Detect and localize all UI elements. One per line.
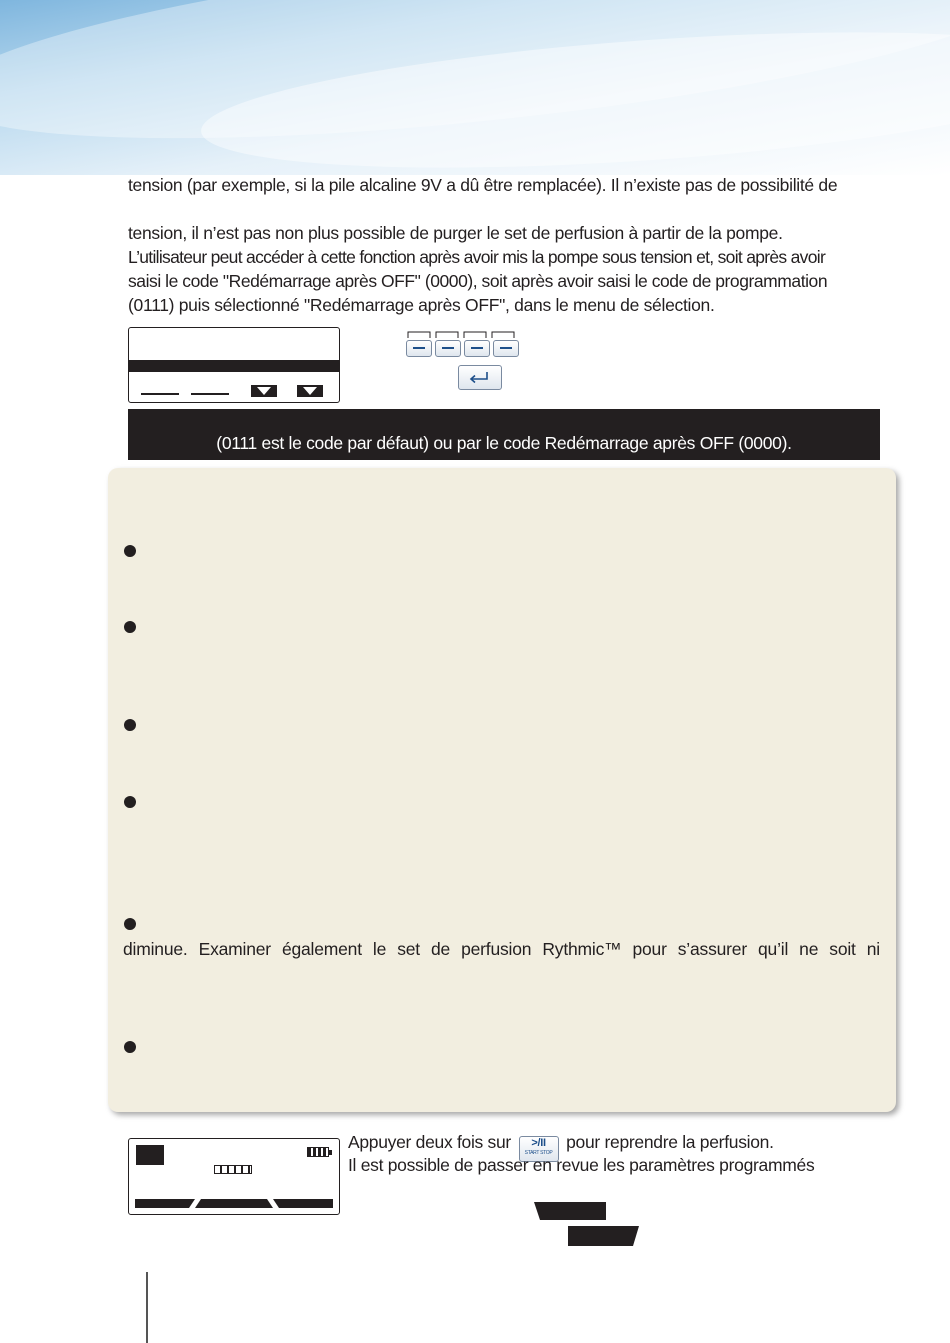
start-stop-symbol: >/II — [531, 1137, 546, 1149]
note-text: (0111 est le code par défaut) ou par le code Redémarrage après OFF (0000). — [216, 433, 792, 453]
digit-key[interactable] — [464, 340, 490, 357]
bullet — [124, 796, 136, 808]
digit-underline — [191, 393, 229, 395]
bullet — [124, 621, 136, 633]
pump-display-running — [128, 1138, 340, 1215]
resume-text: Appuyer deux fois sur — [348, 1132, 511, 1152]
battery-icon-tip — [329, 1150, 332, 1155]
key-graphic — [532, 1198, 652, 1248]
bullet — [124, 719, 136, 731]
progress-bars — [129, 1197, 339, 1211]
digit-underline — [141, 393, 179, 395]
enter-key-icon — [459, 366, 501, 389]
status-block — [136, 1145, 164, 1165]
syringe-icon — [214, 1165, 252, 1174]
digit-key[interactable] — [493, 340, 519, 357]
notice-box — [108, 468, 896, 1112]
pump-display — [128, 327, 340, 403]
bullet — [124, 545, 136, 557]
paragraph-line: tension, il n’est pas non plus possible de purger le set de perfusion à partir de la pompe. — [128, 223, 783, 243]
digit-key[interactable] — [406, 340, 432, 357]
down-arrow-icon — [297, 385, 323, 397]
notice-line: diminue. Examiner également le set de perfusion Rythmic™ pour s’assurer qu’il ne soit ni — [123, 939, 880, 959]
review-line: Il est possible de passer en revue les paramètres programmés — [348, 1155, 815, 1175]
paragraph-line: saisi le code "Redémarrage après OFF" (0000), soit après avoir saisi le code de programmation — [128, 271, 828, 291]
margin-rule — [146, 1272, 148, 1343]
down-arrow-icon — [251, 385, 277, 397]
keypad — [404, 328, 524, 392]
header-background — [0, 0, 950, 175]
digit-key[interactable] — [435, 340, 461, 357]
enter-key[interactable] — [458, 365, 502, 390]
resume-text: pour reprendre la perfusion. — [566, 1132, 774, 1152]
battery-icon — [307, 1147, 329, 1157]
paragraph-line: L’utilisateur peut accéder à cette fonction après avoir mis la pompe sous tension et, soit après avoir — [128, 247, 826, 267]
paragraph-line: (0111) puis sélectionné "Redémarrage après OFF", dans le menu de sélection. — [128, 295, 715, 315]
note-band — [128, 409, 880, 460]
start-stop-label: START STOP — [524, 1150, 553, 1156]
bullet — [124, 1041, 136, 1053]
display-highlight-bar — [129, 360, 339, 372]
paragraph-line: tension (par exemple, si la pile alcaline 9V a dû être remplacée). Il n’existe pas de possibilité de — [128, 175, 838, 195]
bullet — [124, 918, 136, 930]
